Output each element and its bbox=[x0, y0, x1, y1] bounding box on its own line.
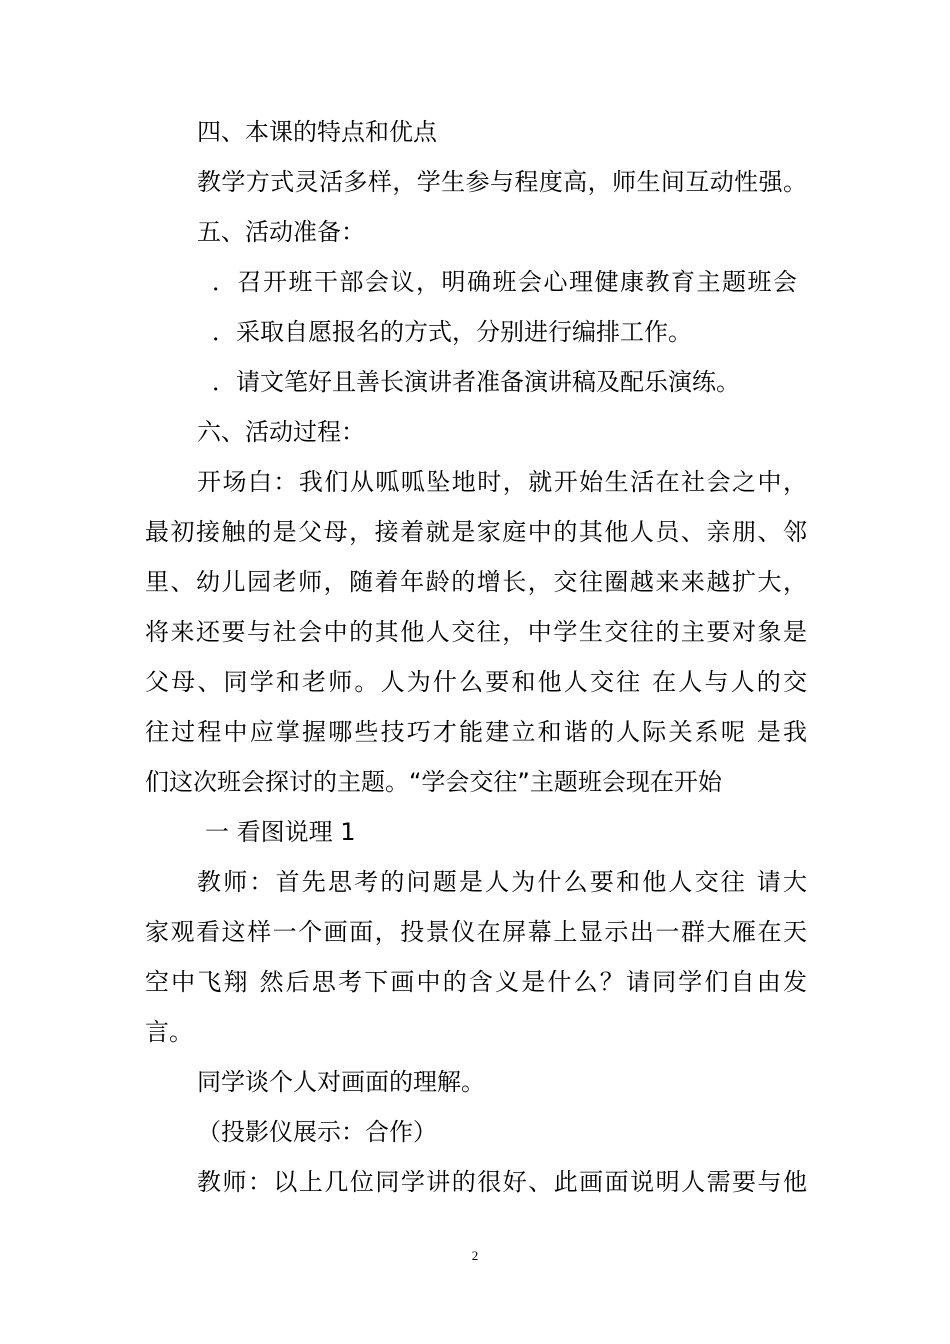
paragraph-line: 教师：以上几位同学讲的很好、此画面说明人需要与他 bbox=[197, 1168, 807, 1196]
paragraph-line: 家观看这样一个画面，投景仪在屏幕上显示出一群大雁在天 bbox=[145, 918, 807, 946]
paragraph-line: 开场白：我们从呱呱坠地时，就开始生活在社会之中， bbox=[197, 468, 807, 496]
paragraph-line: 教学方式灵活多样，学生参与程度高，师生间互动性强。 bbox=[197, 168, 807, 196]
paragraph-line: 父母、同学和老师。人为什么要和他人交往 在人与人的交 bbox=[145, 668, 807, 696]
section-heading: 四、本课的特点和优点 bbox=[197, 118, 437, 146]
paragraph-line: （投影仪展示：合作） bbox=[197, 1118, 437, 1146]
paragraph-line: 将来还要与社会中的其他人交往，中学生交往的主要对象是 bbox=[145, 618, 807, 646]
page-number: 2 bbox=[471, 1248, 479, 1263]
paragraph-line: 同学谈个人对画面的理解。 bbox=[197, 1068, 485, 1096]
list-item: ．请文笔好且善长演讲者准备演讲稿及配乐演练。 bbox=[212, 368, 740, 396]
paragraph-line: 言。 bbox=[145, 1018, 193, 1046]
section-heading: 六、活动过程： bbox=[197, 418, 365, 446]
paragraph-line: 教师：首先思考的问题是人为什么要和他人交往 请大 bbox=[197, 868, 807, 896]
section-heading: 五、活动准备： bbox=[197, 218, 365, 246]
paragraph-line: 们这次班会探讨的主题。“学会交往”主题班会现在开始 bbox=[145, 768, 722, 796]
paragraph-line: 往过程中应掌握哪些技巧才能建立和谐的人际关系呢 是我 bbox=[145, 718, 807, 746]
subsection-heading: 一 看图说理 1 bbox=[205, 818, 356, 846]
list-item: ．召开班干部会议，明确班会心理健康教育主题班会 bbox=[212, 268, 797, 296]
list-item: ．采取自愿报名的方式，分别进行编排工作。 bbox=[212, 318, 692, 346]
paragraph-line: 里、幼儿园老师，随着年龄的增长，交往圈越来来越扩大， bbox=[145, 568, 807, 596]
paragraph-line: 空中飞翔 然后思考下画中的含义是什么？请同学们自由发 bbox=[145, 968, 807, 996]
paragraph-line: 最初接触的是父母，接着就是家庭中的其他人员、亲朋、邻 bbox=[145, 518, 807, 546]
